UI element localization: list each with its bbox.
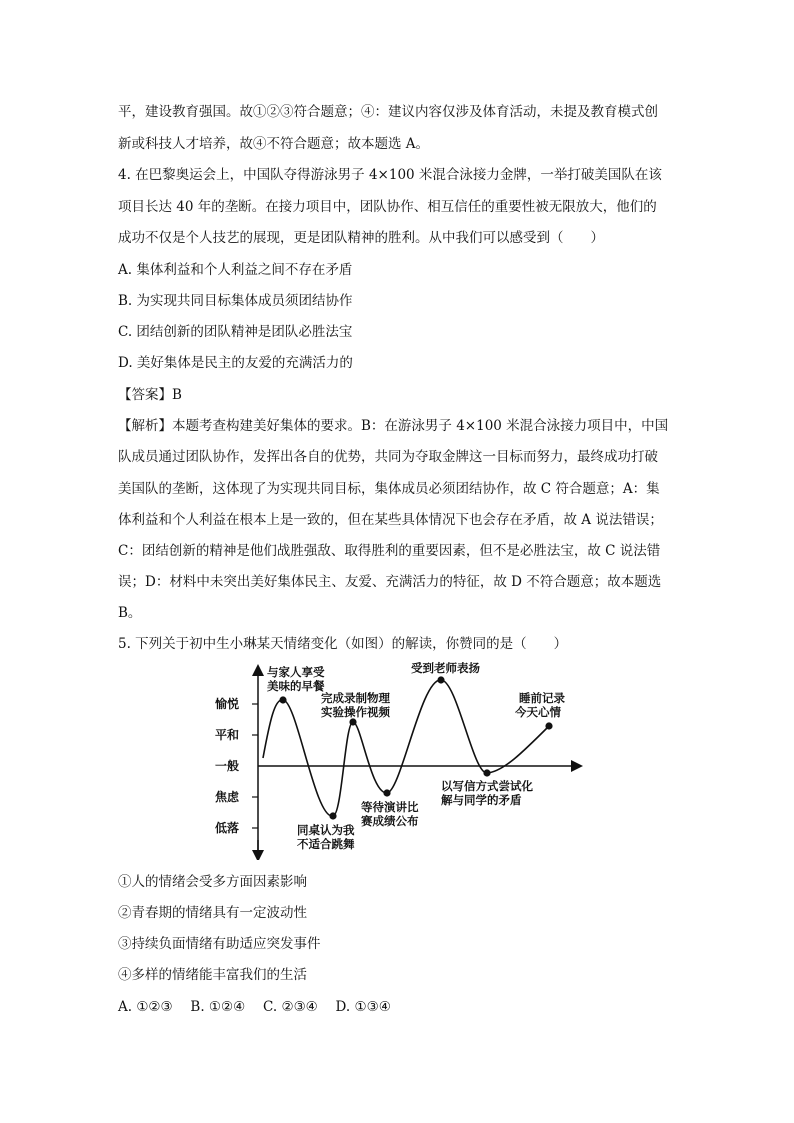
statement-2: ②青春期的情绪具有一定波动性 [118, 905, 307, 921]
event-label: 实验操作视频 [321, 705, 390, 719]
statement-3: ③持续负面情绪有助适应突发事件 [118, 936, 321, 952]
y-label-pinghe: 平和 [215, 728, 240, 742]
text-line: B。 [118, 605, 142, 621]
text-line: 体利益和个人利益在根本上是一致的，但在某些具体情况下也会存在矛盾，故 A 说法错误； [118, 512, 663, 528]
y-label-yiban: 一般 [215, 759, 240, 773]
event-label: 今天心情 [515, 705, 561, 719]
option-a: A. 集体利益和个人利益之间不存在矛盾 [118, 262, 353, 278]
text-line: 队成员通过团队协作，发挥出各自的优势，共同为夺取金牌这一目标而努力，最终成功打破 [118, 449, 658, 465]
statement-4: ④多样的情绪能丰富我们的生活 [118, 967, 307, 983]
event-point [383, 789, 390, 796]
event-label: 完成录制物理 [321, 691, 390, 705]
event-label: 同桌认为我 [297, 823, 355, 837]
event-label: 美味的早餐 [267, 679, 325, 693]
event-point [279, 696, 286, 703]
answer-choices: A. ①②③ B. ①②④ C. ②③④ D. ①③④ [118, 999, 391, 1015]
text-line: 平，建设教育强国。故①②③符合题意；④：建议内容仅涉及体育活动，未提及教育模式创 [118, 104, 658, 120]
event-label: 受到老师表扬 [411, 661, 480, 675]
event-point [545, 722, 552, 729]
event-label: 睡前记录 [519, 691, 565, 705]
text-line: 误；D：材料中未突出美好集体民主、友爱、充满活力的特征，故 D 不符合题意；故本题选 [118, 574, 662, 590]
option-c: C. 团结创新的团队精神是团队必胜法宝 [118, 324, 353, 340]
text-line: 新或科技人才培养，故④不符合题意；故本题选 A。 [118, 136, 430, 152]
y-label-yuyue: 愉悦 [215, 697, 240, 711]
event-point [437, 676, 444, 683]
emotion-curve-chart [205, 660, 590, 860]
answer-line: 【答案】B [118, 387, 182, 403]
option-d: D. 美好集体是民主的友爱的充满活力的 [118, 355, 353, 371]
statement-1: ①人的情绪会受多方面因素影响 [118, 874, 307, 890]
event-label: 不适合跳舞 [297, 837, 355, 851]
text-line: 项目长达 40 年的垄断。在接力项目中，团队协作、相互信任的重要性被无限放大，他们的 [118, 199, 657, 215]
event-label: 赛成绩公布 [361, 814, 419, 828]
event-point [349, 718, 356, 725]
text-line: 美国队的垄断，这体现了为实现共同目标，集体成员必须团结协作，故 C 符合题意；A：集 [118, 481, 660, 497]
event-point [483, 769, 490, 776]
event-label: 解与同学的矛盾 [441, 793, 522, 807]
text-line: 成功不仅是个人技艺的展现，更是团队精神的胜利。从中我们可以感受到（ ） [118, 230, 604, 246]
option-b: B. 为实现共同目标集体成员须团结协作 [118, 293, 353, 309]
y-label-diluo: 低落 [215, 821, 240, 835]
event-point [329, 812, 336, 819]
analysis-line: 【解析】本题考查构建美好集体的要求。B：在游泳男子 4×100 米混合泳接力项目中，中国 [118, 418, 669, 434]
event-label: 与家人享受 [267, 665, 325, 679]
text-line: C：团结创新的精神是他们战胜强敌、取得胜利的重要因素，但不是必胜法宝，故 C 说法错 [118, 543, 661, 559]
event-label: 以写信方式尝试化 [441, 779, 533, 793]
y-label-jiaolv: 焦虑 [215, 790, 240, 804]
question-5-stem: 5. 下列关于初中生小琳某天情绪变化（如图）的解读，你赞同的是（ ） [118, 636, 568, 652]
emotion-chart-svg [205, 660, 590, 860]
event-label: 等待演讲比 [361, 800, 419, 814]
question-4-stem: 4. 在巴黎奥运会上，中国队夺得游泳男子 4×100 米混合泳接力金牌，一举打破美国队在该 [118, 167, 662, 183]
